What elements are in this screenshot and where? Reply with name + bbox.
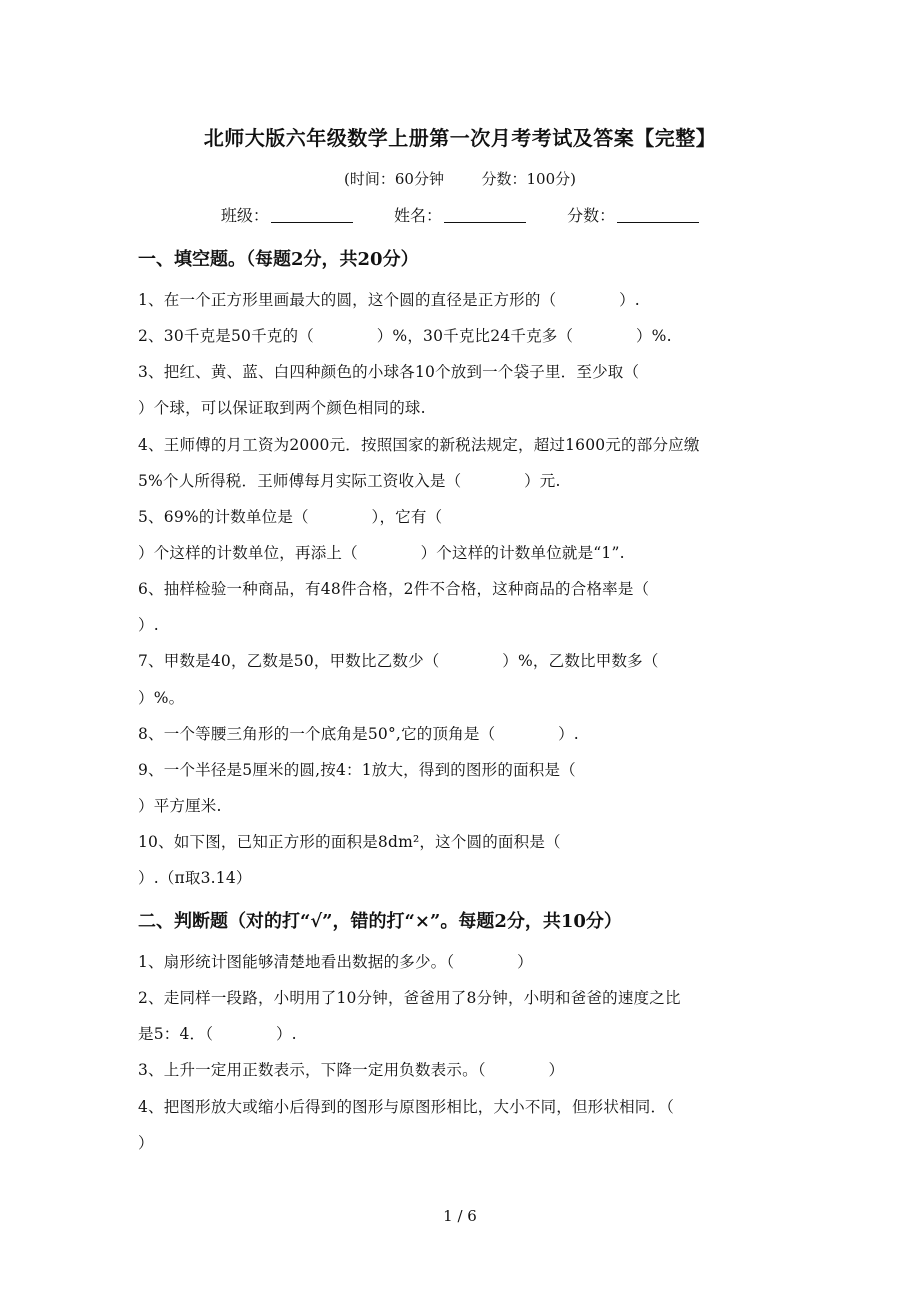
question-line: ）. [138, 616, 159, 634]
question-line: ）个球，可以保证取到两个颜色相同的球. [138, 399, 426, 417]
class-field[interactable] [221, 203, 353, 226]
question-line: 1、在一个正方形里画最大的圆，这个圆的直径是正方形的（ ）. [138, 291, 640, 309]
name-field[interactable] [394, 203, 526, 226]
exam-time-score [0, 168, 920, 189]
name-label: 姓名： [393, 206, 442, 225]
question-line: 3、把红、黄、蓝、白四种颜色的小球各10个放到一个袋子里．至少取（ [138, 363, 640, 381]
student-info-row [0, 203, 920, 226]
exam-time: (时间：60分钟 [344, 170, 444, 188]
class-blank[interactable] [271, 206, 353, 223]
question-line: ）平方厘米. [138, 797, 222, 815]
question-line: 9、一个半径是5厘米的圆,按4：1放大，得到的图形的面积是（ [138, 761, 576, 779]
question-line: 2、走同样一段路，小明用了10分钟，爸爸用了8分钟，小明和爸爸的速度之比 [138, 989, 681, 1007]
question-line: 4、把图形放大或缩小后得到的图形与原图形相比，大小不同，但形状相同．（ [138, 1098, 675, 1116]
exam-total-score: 分数：100分) [481, 170, 576, 188]
question-line: ）.（π取3.14） [138, 869, 252, 887]
question-line: 4、王师傅的月工资为2000元．按照国家的新税法规定，超过1600元的部分应缴 [138, 436, 700, 454]
section-fill-blank-heading: 一、填空题。（每题2分，共20分） [138, 249, 419, 270]
question-line: 8、一个等腰三角形的一个底角是50°,它的顶角是（ ）. [138, 725, 579, 743]
page-number: 1 / 6 [443, 1207, 477, 1225]
question-line: 7、甲数是40，乙数是50，甲数比乙数少（ ）%，乙数比甲数多（ [138, 652, 659, 670]
section-true-false-heading: 二、判断题（对的打“√”，错的打“×”。每题2分，共10分） [138, 911, 622, 932]
question-line: 2、30千克是50千克的（ ）%，30千克比24千克多（ ）%. [138, 327, 672, 345]
question-line: 1、扇形统计图能够清楚地看出数据的多少。（ ） [138, 953, 533, 971]
question-line: ）%。 [138, 689, 185, 707]
question-line: 5%个人所得税．王师傅每月实际工资收入是（ ）元. [138, 472, 561, 490]
score-label: 分数： [567, 206, 616, 225]
name-blank[interactable] [444, 206, 526, 223]
question-line: ）个这样的计数单位，再添上（ ）个这样的计数单位就是“1”. [138, 544, 625, 562]
page-title: 北师大版六年级数学上册第一次月考考试及答案【完整】 [203, 126, 717, 150]
score-blank[interactable] [617, 206, 699, 223]
question-line: 6、抽样检验一种商品，有48件合格，2件不合格，这种商品的合格率是（ [138, 580, 650, 598]
class-label: 班级： [220, 206, 269, 225]
question-line: ） [138, 1134, 154, 1152]
question-line: 3、上升一定用正数表示，下降一定用负数表示。（ ） [138, 1061, 565, 1079]
question-line: 是5：4．（ ）. [138, 1025, 297, 1043]
question-line: 10、如下图，已知正方形的面积是8dm²，这个圆的面积是（ [138, 833, 561, 851]
score-field[interactable] [567, 203, 699, 226]
question-line: 5、69%的计数单位是（ ），它有（ [138, 508, 443, 526]
